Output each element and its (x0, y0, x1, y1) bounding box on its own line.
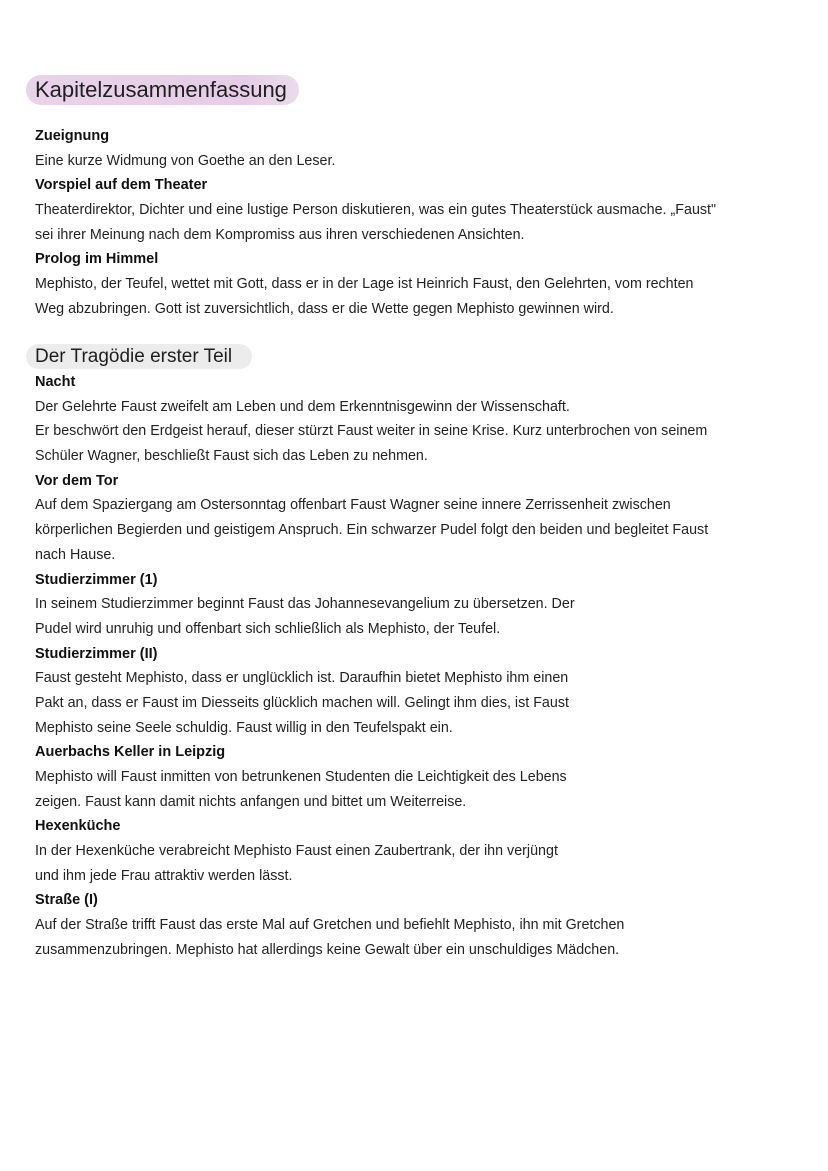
section-text: Er beschwört den Erdgeist herauf, dieser stürzt Faust weiter in seine Krise. Kurz unterbrochen von seinem (35, 423, 708, 440)
section-text: Pakt an, dass er Faust im Diesseits glücklich machen will. Gelingt ihm dies, ist Faust (35, 694, 569, 711)
section-heading-studierzimmer-1: Studierzimmer (1) (35, 571, 158, 588)
section-heading-prolog: Prolog im Himmel (35, 251, 159, 268)
section-heading-studierzimmer-2: Studierzimmer (II) (35, 645, 158, 662)
section-text: sei ihrer Meinung nach dem Kompromiss aus ihren verschiedenen Ansichten. (35, 226, 525, 243)
part-title: Der Tragödie erster Teil (26, 344, 252, 369)
section-text: In der Hexenküche verabreicht Mephisto Faust einen Zaubertrank, der ihn verjüngt (35, 843, 558, 860)
section-text: Faust gesteht Mephisto, dass er unglücklich ist. Daraufhin bietet Mephisto ihm einen (35, 670, 569, 687)
part-sections (35, 370, 795, 963)
section-text: Theaterdirektor, Dichter und eine lustige Person diskutieren, was ein gutes Theaterstück ausmache. „Faust" (35, 202, 717, 219)
section-heading-zueignung: Zueignung (35, 128, 110, 144)
section-text: Weg abzubringen. Gott ist zuversichtlich, dass er die Wette gegen Mephisto gewinnen wird. (35, 300, 614, 317)
section-text: zeigen. Faust kann damit nichts anfangen und bittet um Weiterreise. (35, 793, 467, 810)
section-text: Mephisto, der Teufel, wettet mit Gott, dass er in der Lage ist Heinrich Faust, den Gelehrten, vom rechten (35, 276, 694, 293)
section-text: zusammenzubringen. Mephisto hat allerdings keine Gewalt über ein unschuldiges Mädchen. (35, 941, 620, 958)
section-heading-nacht: Nacht (35, 374, 76, 390)
section-text: und ihm jede Frau attraktiv werden lässt. (35, 867, 293, 884)
section-heading-vorspiel: Vorspiel auf dem Theater (35, 177, 208, 194)
intro-sections (35, 124, 795, 322)
section-text: nach Hause. (35, 546, 116, 563)
section-text: Pudel wird unruhig und offenbart sich schließlich als Mephisto, der Teufel. (35, 620, 501, 637)
section-text: körperlichen Begierden und geistigem Anspruch. Ein schwarzer Pudel folgt den beiden und begleitet Faust (35, 522, 709, 539)
page-title: Kapitelzusammenfassung (26, 75, 299, 105)
section-text: Schüler Wagner, beschließt Faust sich das Leben zu nehmen. (35, 448, 428, 465)
section-text: In seinem Studierzimmer beginnt Faust das Johannesevangelium zu übersetzen. Der (35, 596, 575, 613)
section-text: Mephisto will Faust inmitten von betrunkenen Studenten die Leichtigkeit des Lebens (35, 769, 567, 785)
section-heading-auerbachs-keller: Auerbachs Keller in Leipzig (35, 744, 226, 761)
section-text: Eine kurze Widmung von Goethe an den Leser. (35, 152, 336, 169)
section-heading-vor-dem-tor: Vor dem Tor (35, 472, 119, 489)
section-text: Der Gelehrte Faust zweifelt am Leben und dem Erkenntnisgewinn der Wissenschaft. (35, 398, 570, 415)
section-text: Auf dem Spaziergang am Ostersonntag offenbart Faust Wagner seine innere Zerrissenheit zwischen (35, 497, 671, 514)
section-heading-hexenkueche: Hexenküche (35, 818, 121, 835)
section-heading-strasse-1: Straße (I) (35, 892, 98, 909)
section-text: Auf der Straße trifft Faust das erste Mal auf Gretchen und befiehlt Mephisto, ihn mit Gretchen (35, 917, 625, 934)
section-text: Mephisto seine Seele schuldig. Faust willig in den Teufelspakt ein. (35, 719, 453, 736)
